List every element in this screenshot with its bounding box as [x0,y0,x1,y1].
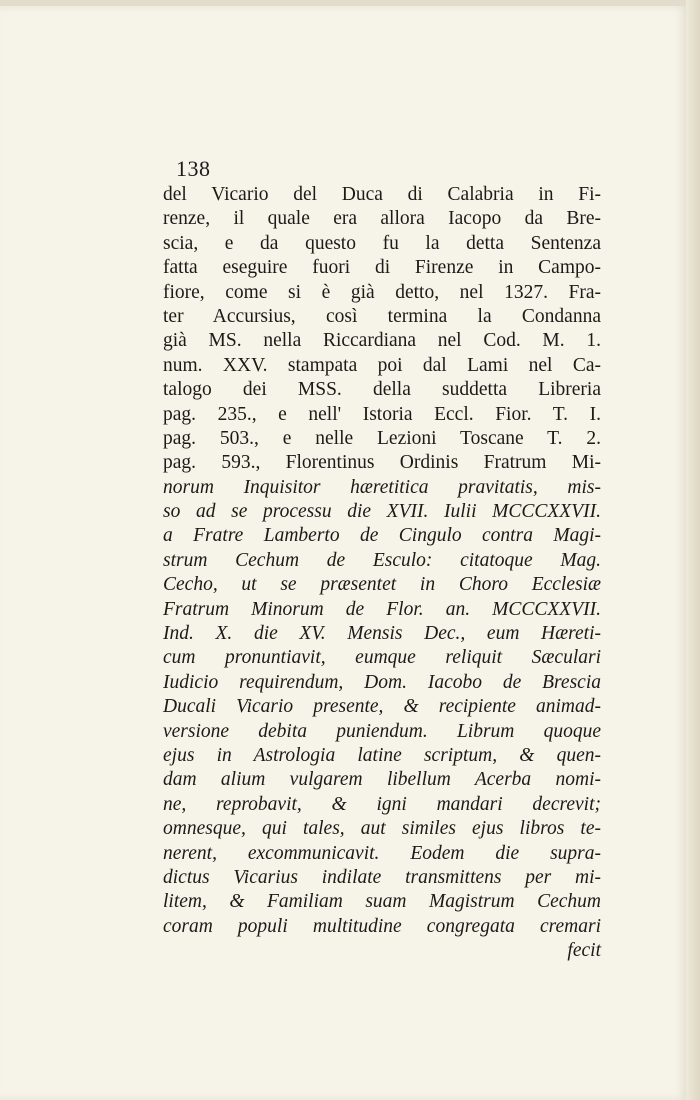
page-edge-shadow [686,0,700,1100]
text-line: Fratrum Minorum de Flor. an. MCCCXXVII. [163,598,601,620]
text-line: renze, il quale era allora Iacopo da Bre- [163,208,601,230]
text-line: so ad se processu die XVII. Iulii MCCCXXVII. [163,501,601,523]
text-line: litem, & Familiam suam Magistrum Cechum [163,891,601,913]
body-text [163,183,601,964]
text-line: ne, reprobavit, & igni mandari decrevit; [163,793,601,815]
text-line: del Vicario del Duca di Calabria in Fi- [163,184,601,205]
text-line: Cecho, ut se præsentet in Choro Ecclesiæ [163,574,601,596]
text-line: già MS. nella Riccardiana nel Cod. M. 1. [163,330,601,352]
text-line: dam alium vulgarem libellum Acerba nomi- [163,769,601,791]
text-line: num. XXV. stampata poi dal Lami nel Ca- [163,354,601,376]
text-line: Iudicio requirendum, Dom. Iacobo de Brescia [163,671,601,693]
text-line: Ducali Vicario presente, & recipiente animad- [163,696,601,718]
text-line: fiore, come si è già detto, nel 1327. Fra- [163,281,601,303]
text-line: cum pronuntiavit, eumque reliquit Sæculari [163,647,601,669]
text-line: omnesque, qui tales, aut similes ejus libros te- [163,818,601,840]
text-line: a Fratre Lamberto de Cingulo contra Magi- [163,525,601,547]
text-line: ejus in Astrologia latine scriptum, & quen- [163,744,601,766]
text-line: ter Accursius, così termina la Condanna [163,305,601,327]
text-line: Ind. X. die XV. Mensis Dec., eum Hæreti- [163,623,601,645]
page-number: 138 [176,156,211,181]
text-line: versione debita puniendum. Librum quoque [163,720,601,742]
text-line: scia, e da questo fu la detta Sentenza [163,232,601,254]
text-line: coram populi multitudine congregata cremari [163,915,601,937]
text-line: strum Cechum de Esculo: citatoque Mag. [163,549,601,571]
text-line: pag. 593., Florentinus Ordinis Fratrum Mi- [163,452,601,474]
text-line: pag. 235., e nell' Istoria Eccl. Fior. T. I. [163,403,601,425]
text-line: pag. 503., e nelle Lezioni Toscane T. 2. [163,427,601,449]
text-line: fatta eseguire fuori di Firenze in Campo- [163,257,601,279]
text-line: talogo dei MSS. della suddetta Libreria [163,379,601,401]
text-line: dictus Vicarius indilate transmittens per mi- [163,866,601,888]
catchword: fecit [567,940,601,962]
text-line: nerent, excommunicavit. Eodem die supra- [163,842,601,864]
text-line: norum Inquisitor hæretitica pravitatis, mis- [163,476,601,498]
